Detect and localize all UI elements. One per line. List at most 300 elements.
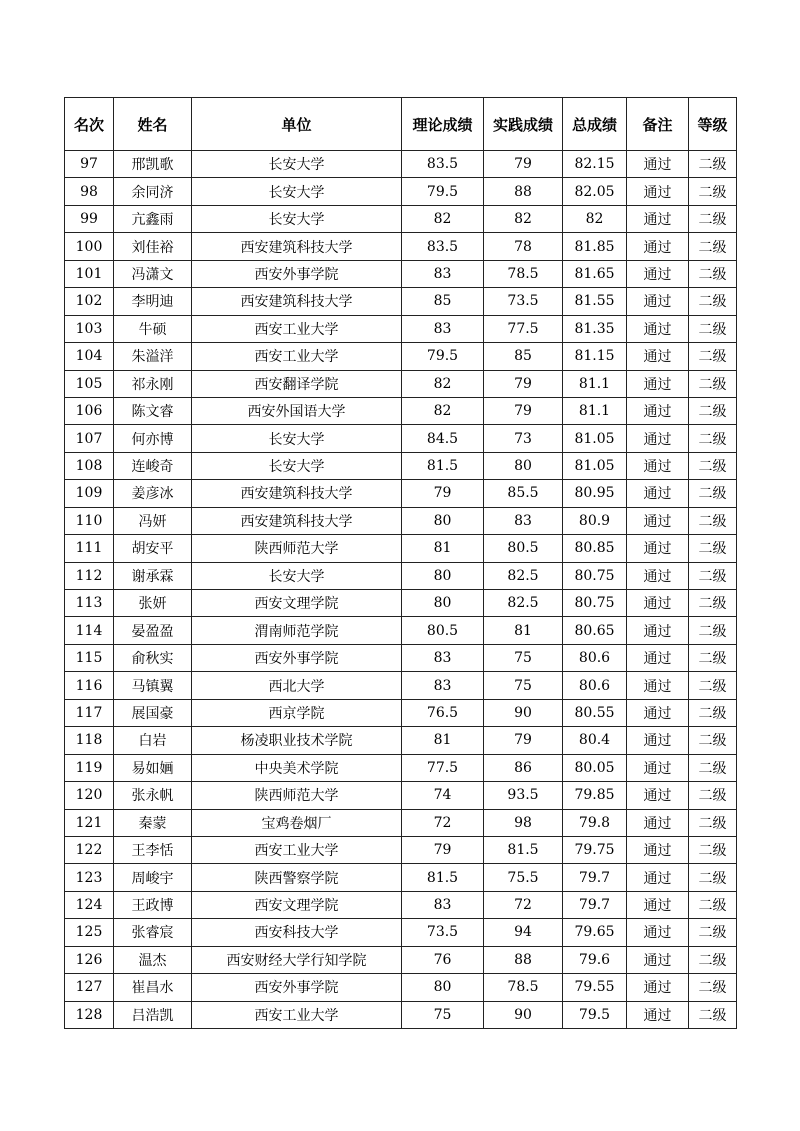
cell-rank: 123: [65, 864, 114, 891]
cell-grade: 二级: [689, 397, 737, 424]
cell-remark: 通过: [627, 178, 689, 205]
cell-unit: 西安文理学院: [192, 891, 402, 918]
table-body: [65, 151, 737, 1029]
header-practice: 实践成绩: [484, 98, 563, 151]
cell-remark: 通过: [627, 151, 689, 178]
cell-total: 80.75: [563, 562, 627, 589]
cell-grade: 二级: [689, 1001, 737, 1028]
cell-theory: 83.5: [402, 233, 484, 260]
cell-rank: 128: [65, 1001, 114, 1028]
table-row: [65, 288, 737, 315]
cell-remark: 通过: [627, 288, 689, 315]
cell-unit: 陕西师范大学: [192, 535, 402, 562]
cell-remark: 通过: [627, 397, 689, 424]
cell-grade: 二级: [689, 233, 737, 260]
cell-rank: 117: [65, 699, 114, 726]
cell-theory: 77.5: [402, 754, 484, 781]
cell-practice: 83: [484, 507, 563, 534]
cell-remark: 通过: [627, 315, 689, 342]
table-row: [65, 315, 737, 342]
cell-grade: 二级: [689, 315, 737, 342]
cell-practice: 90: [484, 1001, 563, 1028]
cell-rank: 111: [65, 535, 114, 562]
cell-rank: 120: [65, 782, 114, 809]
cell-name: 张永帆: [114, 782, 192, 809]
cell-practice: 98: [484, 809, 563, 836]
cell-theory: 76.5: [402, 699, 484, 726]
cell-name: 陈文睿: [114, 397, 192, 424]
cell-name: 吕浩凯: [114, 1001, 192, 1028]
cell-unit: 西京学院: [192, 699, 402, 726]
cell-rank: 114: [65, 617, 114, 644]
cell-unit: 西安翻译学院: [192, 370, 402, 397]
table-row: [65, 370, 737, 397]
cell-unit: 陕西师范大学: [192, 782, 402, 809]
cell-practice: 80: [484, 452, 563, 479]
cell-practice: 80.5: [484, 535, 563, 562]
cell-practice: 75.5: [484, 864, 563, 891]
cell-name: 张睿宸: [114, 919, 192, 946]
cell-practice: 81: [484, 617, 563, 644]
cell-total: 79.75: [563, 836, 627, 863]
cell-total: 79.55: [563, 974, 627, 1001]
cell-grade: 二级: [689, 590, 737, 617]
cell-grade: 二级: [689, 974, 737, 1001]
cell-rank: 107: [65, 425, 114, 452]
table-row: [65, 260, 737, 287]
cell-total: 81.55: [563, 288, 627, 315]
cell-grade: 二级: [689, 699, 737, 726]
cell-rank: 103: [65, 315, 114, 342]
table-row: [65, 644, 737, 671]
cell-unit: 西安财经大学行知学院: [192, 946, 402, 973]
cell-total: 81.05: [563, 452, 627, 479]
cell-rank: 100: [65, 233, 114, 260]
cell-grade: 二级: [689, 864, 737, 891]
cell-theory: 82: [402, 370, 484, 397]
cell-theory: 85: [402, 288, 484, 315]
cell-name: 连峻奇: [114, 452, 192, 479]
cell-rank: 106: [65, 397, 114, 424]
cell-practice: 85.5: [484, 480, 563, 507]
cell-grade: 二级: [689, 891, 737, 918]
header-unit: 单位: [192, 98, 402, 151]
cell-theory: 81: [402, 727, 484, 754]
cell-total: 80.6: [563, 672, 627, 699]
cell-theory: 83: [402, 672, 484, 699]
cell-rank: 102: [65, 288, 114, 315]
table-row: [65, 178, 737, 205]
cell-theory: 73.5: [402, 919, 484, 946]
cell-remark: 通过: [627, 974, 689, 1001]
header-rank: 名次: [65, 98, 114, 151]
cell-practice: 93.5: [484, 782, 563, 809]
cell-name: 白岩: [114, 727, 192, 754]
table-row: [65, 480, 737, 507]
cell-theory: 79: [402, 480, 484, 507]
cell-unit: 长安大学: [192, 452, 402, 479]
cell-theory: 81: [402, 535, 484, 562]
cell-unit: 西安外事学院: [192, 974, 402, 1001]
cell-remark: 通过: [627, 425, 689, 452]
results-table: [64, 97, 737, 1029]
cell-remark: 通过: [627, 507, 689, 534]
cell-unit: 陕西警察学院: [192, 864, 402, 891]
cell-grade: 二级: [689, 754, 737, 781]
cell-theory: 79: [402, 836, 484, 863]
cell-practice: 77.5: [484, 315, 563, 342]
cell-name: 王李恬: [114, 836, 192, 863]
cell-rank: 125: [65, 919, 114, 946]
cell-total: 80.75: [563, 590, 627, 617]
cell-remark: 通过: [627, 617, 689, 644]
cell-unit: 杨凌职业技术学院: [192, 727, 402, 754]
cell-theory: 83: [402, 260, 484, 287]
cell-theory: 83: [402, 644, 484, 671]
cell-theory: 81.5: [402, 452, 484, 479]
cell-practice: 72: [484, 891, 563, 918]
header-total: 总成绩: [563, 98, 627, 151]
cell-unit: 西安工业大学: [192, 315, 402, 342]
cell-practice: 85: [484, 343, 563, 370]
cell-theory: 74: [402, 782, 484, 809]
cell-total: 80.95: [563, 480, 627, 507]
table-row: [65, 617, 737, 644]
cell-rank: 124: [65, 891, 114, 918]
cell-name: 李明迪: [114, 288, 192, 315]
cell-remark: 通过: [627, 836, 689, 863]
cell-total: 80.65: [563, 617, 627, 644]
header-grade: 等级: [689, 98, 737, 151]
cell-grade: 二级: [689, 178, 737, 205]
table-row: [65, 864, 737, 891]
table-row: [65, 397, 737, 424]
cell-total: 81.85: [563, 233, 627, 260]
table-row: [65, 151, 737, 178]
cell-theory: 80: [402, 974, 484, 1001]
cell-unit: 西安建筑科技大学: [192, 233, 402, 260]
cell-grade: 二级: [689, 480, 737, 507]
cell-practice: 79: [484, 370, 563, 397]
cell-theory: 76: [402, 946, 484, 973]
cell-name: 崔昌水: [114, 974, 192, 1001]
cell-rank: 127: [65, 974, 114, 1001]
cell-unit: 长安大学: [192, 562, 402, 589]
table-row: [65, 590, 737, 617]
cell-theory: 80: [402, 507, 484, 534]
cell-practice: 82: [484, 205, 563, 232]
cell-theory: 82: [402, 205, 484, 232]
cell-remark: 通过: [627, 672, 689, 699]
cell-remark: 通过: [627, 590, 689, 617]
cell-rank: 99: [65, 205, 114, 232]
cell-unit: 中央美术学院: [192, 754, 402, 781]
cell-name: 牛硕: [114, 315, 192, 342]
cell-grade: 二级: [689, 617, 737, 644]
table-header: [65, 98, 737, 151]
table-row: [65, 343, 737, 370]
cell-practice: 90: [484, 699, 563, 726]
cell-remark: 通过: [627, 370, 689, 397]
cell-grade: 二级: [689, 919, 737, 946]
table-row: [65, 205, 737, 232]
cell-total: 81.15: [563, 343, 627, 370]
cell-name: 展国豪: [114, 699, 192, 726]
cell-name: 秦蒙: [114, 809, 192, 836]
cell-grade: 二级: [689, 562, 737, 589]
cell-rank: 126: [65, 946, 114, 973]
cell-name: 刘佳裕: [114, 233, 192, 260]
cell-total: 82: [563, 205, 627, 232]
cell-total: 80.6: [563, 644, 627, 671]
cell-theory: 83: [402, 315, 484, 342]
cell-total: 79.8: [563, 809, 627, 836]
cell-grade: 二级: [689, 260, 737, 287]
cell-unit: 西安建筑科技大学: [192, 288, 402, 315]
cell-unit: 西安建筑科技大学: [192, 480, 402, 507]
cell-theory: 84.5: [402, 425, 484, 452]
table-row: [65, 782, 737, 809]
cell-theory: 79.5: [402, 343, 484, 370]
cell-grade: 二级: [689, 425, 737, 452]
cell-name: 易如婳: [114, 754, 192, 781]
cell-practice: 82.5: [484, 562, 563, 589]
cell-practice: 78.5: [484, 260, 563, 287]
table-row: [65, 425, 737, 452]
cell-grade: 二级: [689, 644, 737, 671]
table-row: [65, 452, 737, 479]
table-row: [65, 535, 737, 562]
cell-total: 81.1: [563, 370, 627, 397]
cell-total: 79.6: [563, 946, 627, 973]
cell-total: 82.15: [563, 151, 627, 178]
cell-name: 王政博: [114, 891, 192, 918]
cell-unit: 西安外国语大学: [192, 397, 402, 424]
header-theory: 理论成绩: [402, 98, 484, 151]
table-row: [65, 836, 737, 863]
cell-remark: 通过: [627, 699, 689, 726]
cell-total: 82.05: [563, 178, 627, 205]
cell-theory: 83.5: [402, 151, 484, 178]
cell-unit: 渭南师范学院: [192, 617, 402, 644]
cell-theory: 75: [402, 1001, 484, 1028]
cell-rank: 119: [65, 754, 114, 781]
cell-theory: 83: [402, 891, 484, 918]
cell-total: 79.65: [563, 919, 627, 946]
cell-practice: 73.5: [484, 288, 563, 315]
table-row: [65, 754, 737, 781]
cell-rank: 101: [65, 260, 114, 287]
cell-grade: 二级: [689, 672, 737, 699]
cell-unit: 长安大学: [192, 425, 402, 452]
cell-theory: 81.5: [402, 864, 484, 891]
table-row: [65, 1001, 737, 1028]
cell-rank: 113: [65, 590, 114, 617]
cell-unit: 西安工业大学: [192, 836, 402, 863]
cell-grade: 二级: [689, 205, 737, 232]
cell-total: 79.85: [563, 782, 627, 809]
header-name: 姓名: [114, 98, 192, 151]
cell-grade: 二级: [689, 288, 737, 315]
cell-grade: 二级: [689, 535, 737, 562]
cell-name: 何亦博: [114, 425, 192, 452]
cell-rank: 108: [65, 452, 114, 479]
cell-name: 谢承霖: [114, 562, 192, 589]
cell-theory: 79.5: [402, 178, 484, 205]
cell-name: 温杰: [114, 946, 192, 973]
table-row: [65, 809, 737, 836]
cell-theory: 80: [402, 562, 484, 589]
cell-name: 周峻宇: [114, 864, 192, 891]
cell-unit: 西安外事学院: [192, 260, 402, 287]
cell-unit: 西北大学: [192, 672, 402, 699]
cell-name: 张妍: [114, 590, 192, 617]
cell-total: 79.7: [563, 891, 627, 918]
cell-remark: 通过: [627, 343, 689, 370]
cell-practice: 75: [484, 644, 563, 671]
cell-practice: 79: [484, 727, 563, 754]
cell-theory: 72: [402, 809, 484, 836]
cell-rank: 104: [65, 343, 114, 370]
cell-grade: 二级: [689, 370, 737, 397]
cell-practice: 79: [484, 151, 563, 178]
cell-practice: 88: [484, 946, 563, 973]
cell-grade: 二级: [689, 507, 737, 534]
cell-unit: 西安外事学院: [192, 644, 402, 671]
cell-remark: 通过: [627, 480, 689, 507]
cell-rank: 109: [65, 480, 114, 507]
cell-remark: 通过: [627, 809, 689, 836]
cell-total: 79.5: [563, 1001, 627, 1028]
cell-unit: 西安建筑科技大学: [192, 507, 402, 534]
cell-unit: 长安大学: [192, 151, 402, 178]
cell-theory: 82: [402, 397, 484, 424]
cell-remark: 通过: [627, 864, 689, 891]
cell-remark: 通过: [627, 233, 689, 260]
cell-total: 80.9: [563, 507, 627, 534]
cell-total: 80.05: [563, 754, 627, 781]
table-row: [65, 891, 737, 918]
cell-grade: 二级: [689, 809, 737, 836]
cell-unit: 长安大学: [192, 178, 402, 205]
table-row: [65, 919, 737, 946]
cell-rank: 118: [65, 727, 114, 754]
cell-practice: 78: [484, 233, 563, 260]
cell-grade: 二级: [689, 343, 737, 370]
cell-total: 81.05: [563, 425, 627, 452]
cell-total: 80.85: [563, 535, 627, 562]
cell-total: 80.55: [563, 699, 627, 726]
cell-name: 余同济: [114, 178, 192, 205]
cell-name: 胡安平: [114, 535, 192, 562]
cell-grade: 二级: [689, 782, 737, 809]
header-row: [65, 98, 737, 151]
cell-remark: 通过: [627, 535, 689, 562]
cell-name: 姜彦冰: [114, 480, 192, 507]
cell-name: 冯潇文: [114, 260, 192, 287]
cell-rank: 105: [65, 370, 114, 397]
header-remark: 备注: [627, 98, 689, 151]
cell-remark: 通过: [627, 946, 689, 973]
cell-practice: 73: [484, 425, 563, 452]
table-row: [65, 727, 737, 754]
cell-unit: 宝鸡卷烟厂: [192, 809, 402, 836]
cell-name: 朱溢洋: [114, 343, 192, 370]
cell-unit: 西安工业大学: [192, 1001, 402, 1028]
cell-practice: 94: [484, 919, 563, 946]
cell-total: 81.65: [563, 260, 627, 287]
cell-practice: 88: [484, 178, 563, 205]
cell-unit: 西安科技大学: [192, 919, 402, 946]
cell-remark: 通过: [627, 782, 689, 809]
cell-practice: 86: [484, 754, 563, 781]
table-row: [65, 562, 737, 589]
table-row: [65, 507, 737, 534]
cell-total: 79.7: [563, 864, 627, 891]
cell-remark: 通过: [627, 754, 689, 781]
cell-name: 邢凯歌: [114, 151, 192, 178]
cell-name: 晏盈盈: [114, 617, 192, 644]
cell-total: 81.35: [563, 315, 627, 342]
cell-total: 80.4: [563, 727, 627, 754]
cell-remark: 通过: [627, 1001, 689, 1028]
table-row: [65, 672, 737, 699]
cell-remark: 通过: [627, 919, 689, 946]
table-row: [65, 233, 737, 260]
cell-grade: 二级: [689, 836, 737, 863]
cell-rank: 110: [65, 507, 114, 534]
cell-grade: 二级: [689, 727, 737, 754]
cell-rank: 122: [65, 836, 114, 863]
table-row: [65, 699, 737, 726]
cell-rank: 97: [65, 151, 114, 178]
cell-remark: 通过: [627, 727, 689, 754]
cell-theory: 80: [402, 590, 484, 617]
cell-name: 冯妍: [114, 507, 192, 534]
cell-remark: 通过: [627, 452, 689, 479]
cell-rank: 116: [65, 672, 114, 699]
cell-practice: 82.5: [484, 590, 563, 617]
cell-grade: 二级: [689, 946, 737, 973]
cell-remark: 通过: [627, 260, 689, 287]
cell-name: 祁永刚: [114, 370, 192, 397]
table-row: [65, 946, 737, 973]
cell-practice: 81.5: [484, 836, 563, 863]
cell-remark: 通过: [627, 205, 689, 232]
cell-theory: 80.5: [402, 617, 484, 644]
cell-grade: 二级: [689, 452, 737, 479]
cell-name: 马镇翼: [114, 672, 192, 699]
cell-unit: 西安工业大学: [192, 343, 402, 370]
cell-grade: 二级: [689, 151, 737, 178]
cell-name: 俞秋实: [114, 644, 192, 671]
cell-practice: 75: [484, 672, 563, 699]
cell-remark: 通过: [627, 891, 689, 918]
table-row: [65, 974, 737, 1001]
cell-unit: 西安文理学院: [192, 590, 402, 617]
cell-rank: 112: [65, 562, 114, 589]
cell-unit: 长安大学: [192, 205, 402, 232]
cell-remark: 通过: [627, 644, 689, 671]
cell-total: 81.1: [563, 397, 627, 424]
cell-remark: 通过: [627, 562, 689, 589]
cell-practice: 78.5: [484, 974, 563, 1001]
cell-rank: 121: [65, 809, 114, 836]
cell-rank: 115: [65, 644, 114, 671]
cell-practice: 79: [484, 397, 563, 424]
cell-rank: 98: [65, 178, 114, 205]
cell-name: 亢鑫雨: [114, 205, 192, 232]
